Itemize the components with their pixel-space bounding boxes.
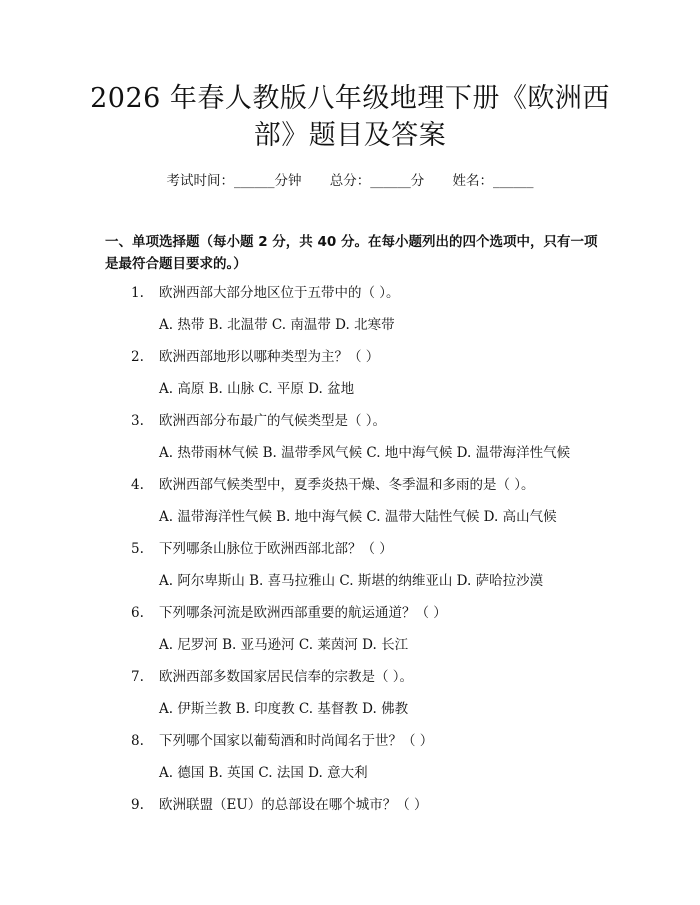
question-options: A. 热带雨林气候 B. 温带季风气候 C. 地中海气候 D. 温带海洋性气候 xyxy=(159,445,571,461)
question-number: 8. xyxy=(131,733,144,749)
question-stem xyxy=(131,476,631,494)
question-text: 下列哪条山脉位于欧洲西部北部？（ ） xyxy=(159,541,393,557)
title-line-1: 2026 年春人教版八年级地理下册《欧洲西 xyxy=(90,83,610,114)
document-title xyxy=(90,80,610,154)
question-number: 4. xyxy=(131,477,144,493)
question-number: 2. xyxy=(131,349,144,365)
question-number: 6. xyxy=(131,605,144,621)
question-text: 下列哪条河流是欧洲西部重要的航运通道？（ ） xyxy=(159,605,447,621)
question-stem xyxy=(131,284,631,302)
question-options: A. 尼罗河 B. 亚马逊河 C. 莱茵河 D. 长江 xyxy=(159,637,409,653)
question-text: 欧洲联盟（EU）的总部设在哪个城市？（ ） xyxy=(159,797,428,813)
question-number: 1. xyxy=(131,285,144,301)
question-stem xyxy=(131,796,631,814)
question-number: 5. xyxy=(131,541,144,557)
student-name-field: 姓名：______ xyxy=(452,173,534,189)
exam-time-field: 考试时间：______分钟 xyxy=(166,173,302,189)
total-score-field: 总分：______分 xyxy=(329,173,425,189)
section-heading: 一、单项选择题（每小题 2 分，共 40 分。在每小题列出的四个选项中，只有一项是最符合题目要求的。） xyxy=(105,234,598,272)
question-text: 欧洲西部分布最广的气候类型是（ ）。 xyxy=(159,413,387,429)
question-stem xyxy=(131,540,631,558)
question-text: 欧洲西部多数国家居民信奉的宗教是（ ）。 xyxy=(159,669,414,685)
question-options: A. 高原 B. 山脉 C. 平原 D. 盆地 xyxy=(159,381,355,397)
question-text: 欧洲西部气候类型中，夏季炎热干燥、冬季温和多雨的是（ ）。 xyxy=(159,477,535,493)
question-options: A. 温带海洋性气候 B. 地中海气候 C. 温带大陆性气候 D. 高山气候 xyxy=(159,509,557,525)
question-options: A. 伊斯兰教 B. 印度教 C. 基督教 D. 佛教 xyxy=(159,701,409,717)
question-number: 3. xyxy=(131,413,144,429)
question-options: A. 德国 B. 英国 C. 法国 D. 意大利 xyxy=(159,765,368,781)
question-number: 7. xyxy=(131,669,144,685)
title-line-2: 部》题目及答案 xyxy=(253,120,447,151)
question-stem xyxy=(131,732,631,750)
question-number: 9. xyxy=(131,797,144,813)
question-stem xyxy=(131,412,631,430)
question-text: 欧洲西部地形以哪种类型为主？（ ） xyxy=(159,349,380,365)
question-stem xyxy=(131,668,631,686)
question-text: 欧洲西部大部分地区位于五带中的（ ）。 xyxy=(159,285,400,301)
question-stem xyxy=(131,604,631,622)
question-options: A. 阿尔卑斯山 B. 喜马拉雅山 C. 斯堪的纳维亚山 D. 萨哈拉沙漠 xyxy=(159,573,544,589)
question-options: A. 热带 B. 北温带 C. 南温带 D. 北寒带 xyxy=(159,317,395,333)
question-text: 下列哪个国家以葡萄酒和时尚闻名于世？（ ） xyxy=(159,733,434,749)
exam-meta xyxy=(0,169,700,189)
question-stem xyxy=(131,348,631,366)
